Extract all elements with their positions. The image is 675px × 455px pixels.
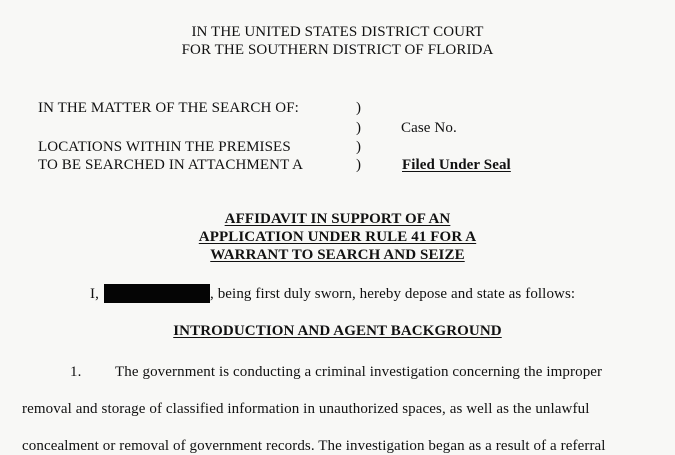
redaction-block xyxy=(104,284,210,303)
section-heading: INTRODUCTION AND AGENT BACKGROUND xyxy=(173,323,502,339)
caption-locations-line: LOCATIONS WITHIN THE PREMISES xyxy=(38,139,291,155)
document-title-line-1: AFFIDAVIT IN SUPPORT OF AN xyxy=(224,211,451,227)
court-name-line-2: FOR THE SOUTHERN DISTRICT OF FLORIDA xyxy=(181,42,494,58)
caption-paren: ) xyxy=(356,139,362,155)
caption-paren: ) xyxy=(356,120,362,136)
paragraph-line-2: removal and storage of classified information in unauthorized spaces, as well as the unlawful xyxy=(22,401,590,417)
paragraph-number: 1. xyxy=(70,364,82,380)
filed-under-seal-label: Filed Under Seal xyxy=(402,157,511,173)
caption-attachment-line: TO BE SEARCHED IN ATTACHMENT A xyxy=(38,157,304,173)
document-title-line-3: WARRANT TO SEARCH AND SEIZE xyxy=(210,247,465,263)
caption-paren: ) xyxy=(356,100,362,116)
document-title-line-2: APPLICATION UNDER RULE 41 FOR A xyxy=(198,229,477,245)
oath-prefix: I, xyxy=(90,286,99,302)
caption-paren: ) xyxy=(356,157,362,173)
paragraph-line-1: The government is conducting a criminal investigation concerning the improper xyxy=(115,364,603,380)
case-number-label: Case No. xyxy=(401,120,457,136)
court-name-line-1: IN THE UNITED STATES DISTRICT COURT xyxy=(191,24,484,40)
oath-statement: , being first duly sworn, hereby depose and state as follows: xyxy=(210,286,576,302)
paragraph-line-3: concealment or removal of government records. The investigation began as a result of a referral xyxy=(22,438,606,454)
caption-matter-line: IN THE MATTER OF THE SEARCH OF: xyxy=(38,100,299,116)
